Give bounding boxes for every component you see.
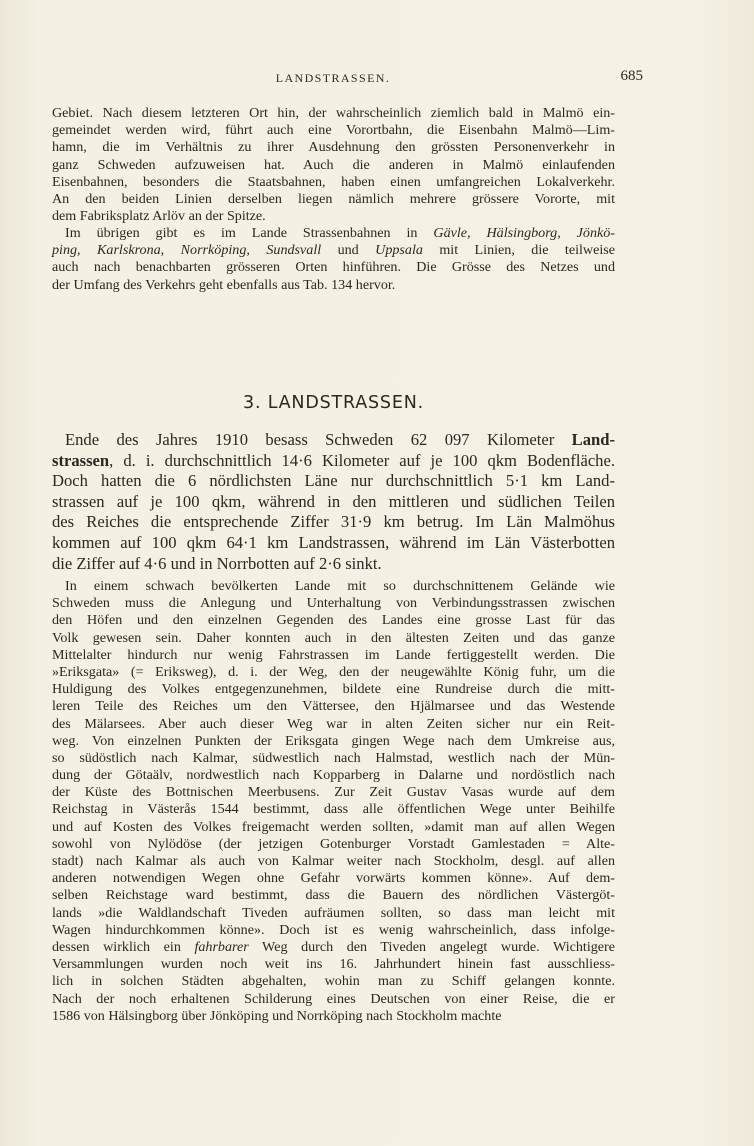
text-line: strassen auf je 100 qkm, während in den mittleren und südlichen Teilen xyxy=(52,491,615,511)
summary-paragraph xyxy=(52,430,615,574)
text-line: An den beiden Linien derselben liegen nämlich mehrere grössere Vororte, mit xyxy=(52,190,615,207)
italic-word: fahrbarer xyxy=(194,938,249,955)
text-line: weg. Von einzelnen Punkten der Eriksgata gingen Wege nach dem Umkreise aus, xyxy=(52,732,615,749)
section-heading: 3. LANDSTRASSEN. xyxy=(243,393,424,413)
text-line: Mittelalter hindurch nur wenig Fahrstrassen im Lande fertiggestellt werden. Die xyxy=(52,646,615,663)
text-line: sowohl von Nylödöse (der jetzigen Gotenburger Vorstadt Gamlestaden = Alte- xyxy=(52,835,615,852)
text-line: stadt) nach Kalmar als auch von Kalmar weiter nach Stockholm, desgl. auf allen xyxy=(52,853,615,869)
text-line: leren Teile des Reiches um den Vättersee, den Hjälmarsee und das Westende xyxy=(52,698,615,715)
running-head: LANDSTRASSEN. xyxy=(275,71,391,85)
city-names: Gävle, Hälsingborg, Jönkö- xyxy=(433,225,615,241)
text-line: kommen auf 100 qkm 64·1 km Landstrassen, während im Län Västerbotten xyxy=(52,532,615,552)
text-line: des Reiches die entsprechende Ziffer 31·9 km betrug. Im Län Malmöhus xyxy=(52,512,615,532)
paragraph-1 xyxy=(52,105,615,225)
paragraph-3 xyxy=(52,578,615,1025)
text-line: dem Fabriksplatz Arlöv an der Spitze. xyxy=(52,208,266,225)
text-line: und auf Kosten des Volkes freigemacht werden sollten, »damit man auf allen Wegen xyxy=(52,818,615,835)
text-run: mit Linien, die teilweise xyxy=(422,242,616,259)
text-line xyxy=(52,242,615,259)
text-line xyxy=(52,225,615,242)
text-line: die Ziffer auf 4·6 und in Norrbotten auf 2·6 sinkt. xyxy=(52,553,382,573)
text-run: dessen wirklich ein xyxy=(52,938,195,955)
paragraph-2 xyxy=(52,225,615,294)
text-line: den Höfen und den einzelnen Gegenden des Landes eine grosse Last für das xyxy=(52,612,615,629)
text-line: Eisenbahnen, besonders die Staatsbahnen, haben einen umfangreichen Lokalverkehr. xyxy=(52,173,615,190)
text-line: so südöstlich nach Kalmar, südwestlich nach Halmstad, westlich nach der Mün- xyxy=(52,749,615,766)
text-line: dung der Götaälv, nordwestlich nach Kopparberg in Dalarne und nordöstlich nach xyxy=(52,767,615,784)
city-names: ping, Karlskrona, Norrköping, Sundsvall xyxy=(52,242,322,259)
text-line: der Umfang des Verkehrs geht ebenfalls aus Tab. 134 hervor. xyxy=(52,276,396,293)
text-line: ganz Schweden aufzuweisen hat. Auch die anderen in Malmö einlaufenden xyxy=(52,156,615,173)
text-line: lich in solchen Städten abgehalten, wohin man zu Schiff gelangen konnte. xyxy=(52,973,615,990)
text-line: der Küste des Bottnischen Meerbusens. Zur Zeit Gustav Vasas wurde auf dem xyxy=(52,784,615,801)
text-line: gemeindet werden wird, führt auch eine Vorortbahn, die Eisenbahn Malmö—Lim- xyxy=(52,122,615,139)
text-run: Weg durch den Tiveden angelegt wurde. Wichtigere xyxy=(248,938,615,955)
bold-term: Land- xyxy=(571,430,615,449)
text-line: Versammlungen wurden noch weit ins 16. Jahrhundert hinein fast ausschliess- xyxy=(52,956,615,973)
text-line: Reichstag in Västerås 1544 bestimmt, dass alle öffentlichen Wege unter Beihilfe xyxy=(52,801,615,818)
text-line: anderen notwendigen Wegen ohne Gefahr vorwärts kommen könne». Auf dem- xyxy=(52,870,615,887)
text-line xyxy=(52,939,615,956)
text-line: 1586 von Hälsingborg über Jönköping und Norrköping nach Stockholm machte xyxy=(52,1007,502,1024)
text-line: »Eriksgata» (= Eriksweg), d. i. der Weg, den der neugewählte König fuhr, um die xyxy=(52,663,615,680)
city-names: Uppsala xyxy=(375,242,423,259)
text-line: In einem schwach bevölkerten Lande mit so durchschnittenem Gelände wie xyxy=(65,578,615,594)
text-line: Schweden muss die Anlegung und Unterhaltung von Verbindungsstrassen zwischen xyxy=(52,595,615,612)
text-line xyxy=(52,451,615,472)
text-line: Doch hatten die 6 nördlichsten Läne nur durchschnittlich 5·1 km Land- xyxy=(52,471,615,491)
text-run: Ende des Jahres 1910 besass Schweden 62 097 Kilometer xyxy=(65,430,572,449)
text-line: Gebiet. Nach diesem letzteren Ort hin, der wahrscheinlich ziemlich bald in Malmö ein- xyxy=(52,105,615,121)
text-line: Wagen hindurchkommen könne». Doch ist es wenig wahrscheinlich, dass infolge- xyxy=(52,921,615,938)
text-line: Volk gewesen sein. Daher konnten auch in den ältesten Zeiten und das ganze xyxy=(52,629,615,646)
text-line: lands »die Waldlandschaft Tiveden aufräumen sollten, so dass man leicht mit xyxy=(52,904,615,921)
bold-term: strassen xyxy=(52,450,110,470)
text-run: , d. i. durchschnittlich 14·6 Kilometer auf je 100 qkm Bodenfläche. xyxy=(109,450,615,470)
text-line xyxy=(52,430,615,451)
text-line: selben Reichstage ward bestimmt, dass die Bauern des nördlichen Västergöt- xyxy=(52,887,615,904)
text-line: des Mälarsees. Aber auch dieser Weg war in alten Zeiten sicher nur ein Reit- xyxy=(52,715,615,732)
text-line: Nach der noch erhaltenen Schilderung eines Deutschen von einer Reise, die er xyxy=(52,990,615,1007)
text-line: Huldigung des Volkes entgegenzunehmen, bildete eine Rundreise durch die mitt- xyxy=(52,681,615,698)
text-run: und xyxy=(321,242,376,259)
text-run: Im übrigen gibt es im Lande Strassenbahnen in xyxy=(65,225,434,241)
page-number: 685 xyxy=(620,68,643,84)
text-line: auch nach benachbarten grösseren Orten hinführen. Die Grösse des Netzes und xyxy=(52,259,615,276)
text-line: hamn, die im Verhältnis zu ihrer Ausdehnung den grössten Personenverkehr in xyxy=(52,139,615,156)
